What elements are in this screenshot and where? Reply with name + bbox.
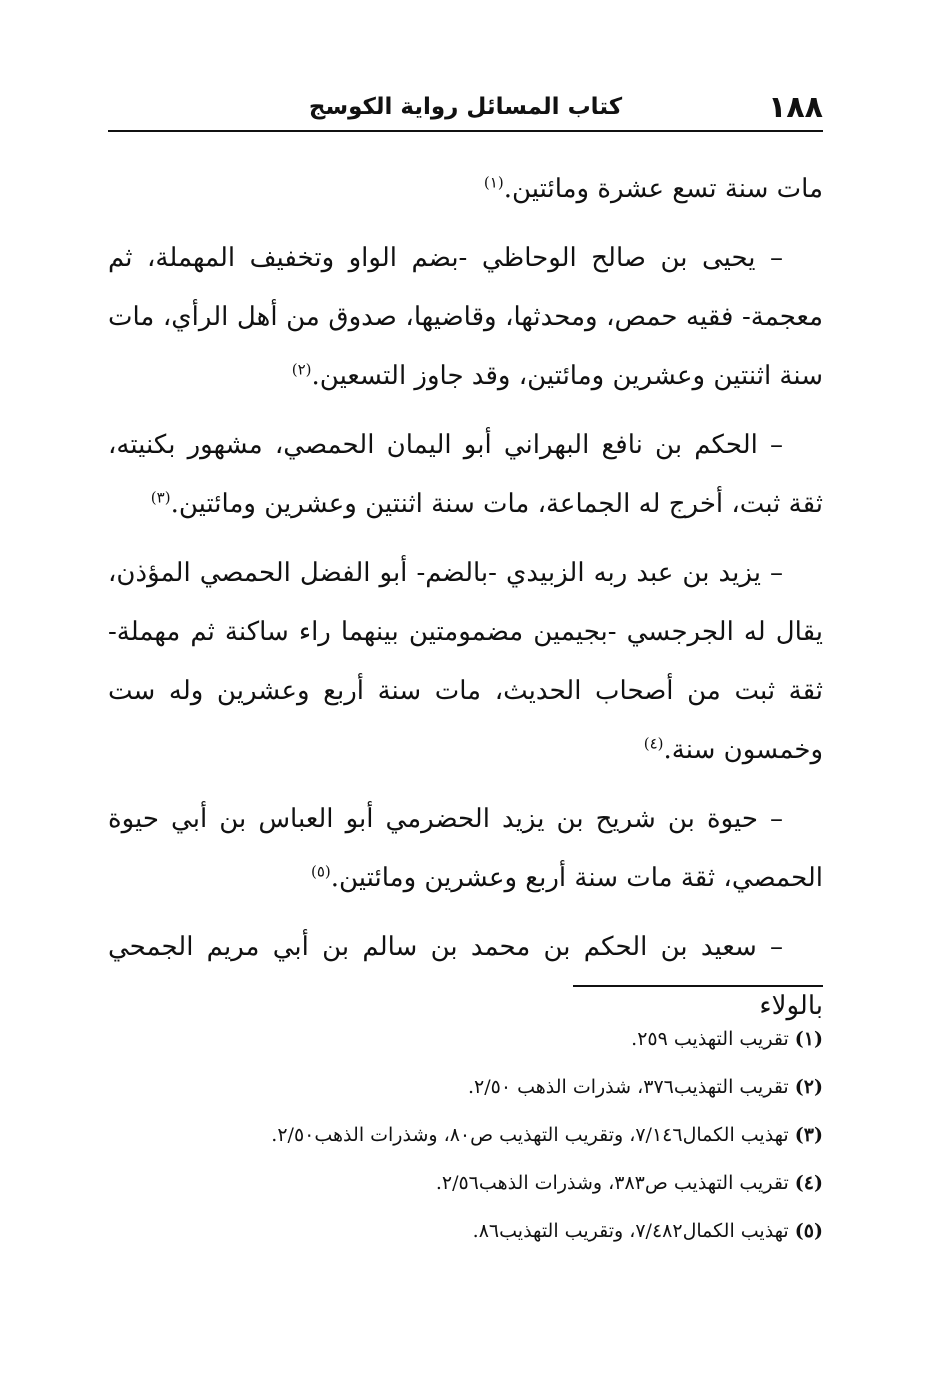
page-header xyxy=(108,88,823,128)
footnote-ref: (١) xyxy=(483,173,504,192)
page-number: ١٨٨ xyxy=(768,90,823,125)
footnote-number: (٢) xyxy=(794,1076,823,1098)
paragraph-1 xyxy=(108,160,823,219)
footnote-number: (٣) xyxy=(794,1124,823,1146)
paragraph-2 xyxy=(108,229,823,406)
footnote-text: تقريب التهذيب ص٣٨٣، وشذرات الذهب٢/٥٦. xyxy=(435,1172,789,1194)
footnote-ref: (٤) xyxy=(643,734,664,753)
footnote-ref: (٥) xyxy=(310,862,331,881)
footnote-text: تهذيب الكمال٧/١٤٦، وتقريب التهذيب ص٨٠، وشذرات الذهب٢/٥٠. xyxy=(271,1124,789,1146)
body-text xyxy=(108,160,823,1046)
paragraph-text: – الحكم بن نافع البهراني أبو اليمان الحمصي، مشهور بكنيته، ثقة ثبت، أخرج له الجماعة، مات سنة اثنتين وعشرين ومائتين. xyxy=(108,430,823,519)
footnote-number: (٥) xyxy=(794,1220,823,1242)
footnote-ref: (٣) xyxy=(150,488,171,507)
footnote-number: (١) xyxy=(794,1028,823,1050)
footnote-2 xyxy=(108,1063,823,1111)
paragraph-text: – يحيى بن صالح الوحاظي -بضم الواو وتخفيف المهملة، ثم معجمة- فقيه حمص، ومحدثها، وقاضيها، صدوق من أهل الرأي، مات سنة اثنتين وعشرين ومائتين، وقد جاوز التسعين. xyxy=(108,243,823,391)
paragraph-3 xyxy=(108,416,823,534)
footnote-rule xyxy=(573,985,823,987)
footnote-text: تهذيب الكمال٧/٤٨٢، وتقريب التهذيب٨٦. xyxy=(472,1220,789,1242)
paragraph-text: – سعيد بن الحكم بن محمد بن سالم بن أبي مريم الجمحي بالولاء xyxy=(108,932,823,1021)
footnote-text: تقريب التهذيب٣٧٦، شذرات الذهب ٢/٥٠. xyxy=(467,1076,789,1098)
paragraph-5 xyxy=(108,790,823,908)
footnote-number: (٤) xyxy=(794,1172,823,1194)
footnote-3 xyxy=(108,1111,823,1159)
paragraph-4 xyxy=(108,544,823,780)
footnote-4 xyxy=(108,1159,823,1207)
footnote-5 xyxy=(108,1207,823,1255)
footnotes xyxy=(108,1015,823,1255)
paragraph-text: – يزيد بن عبد ربه الزبيدي -بالضم- أبو الفضل الحمصي المؤذن، يقال له الجرجسي -بجيمين مضمومتين بينهما راء ساكنة ثم مهملة- ثقة ثبت من أصحاب الحديث، مات سنة أربع وعشرين وله ست وخمسون سنة. xyxy=(108,558,823,765)
paragraph-text: – حيوة بن شريح بن يزيد الحضرمي أبو العباس بن أبي حيوة الحمصي، ثقة مات سنة أربع وعشرين ومائتين. xyxy=(108,804,823,893)
footnote-ref: (٢) xyxy=(291,360,312,379)
running-title: كتاب المسائل رواية الكوسج xyxy=(308,94,623,120)
header-rule xyxy=(108,130,823,132)
paragraph-text: مات سنة تسع عشرة ومائتين. xyxy=(503,174,823,204)
footnote-1 xyxy=(108,1015,823,1063)
footnote-text: تقريب التهذيب ٢٥٩. xyxy=(631,1028,789,1050)
